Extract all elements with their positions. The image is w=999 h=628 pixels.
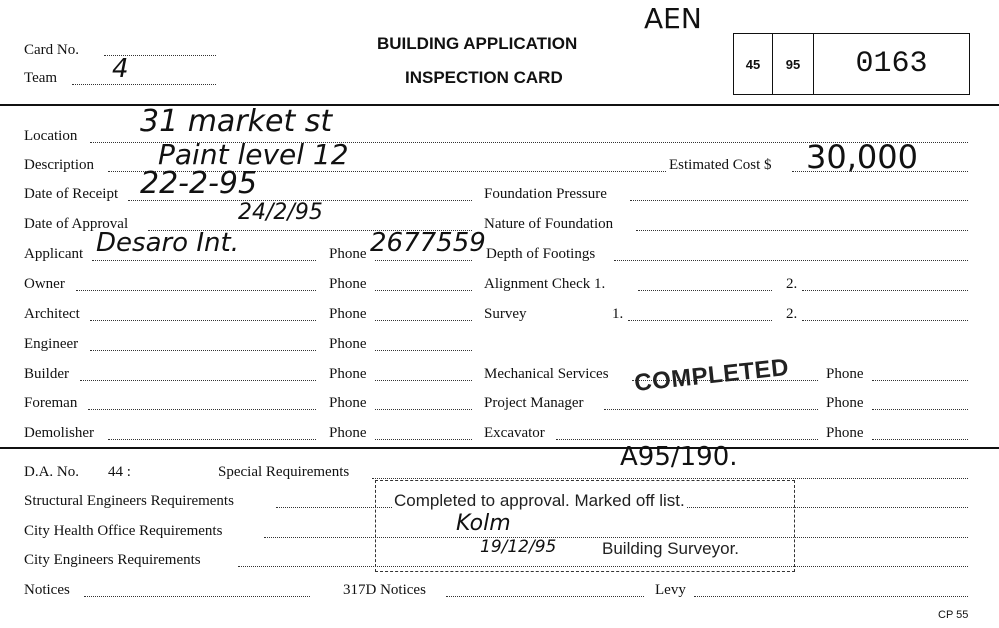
team-label: Team <box>24 70 58 86</box>
project-manager-line <box>604 409 818 410</box>
levy-line <box>694 596 968 597</box>
foreman-phone-label: Phone <box>329 395 367 411</box>
stamp-completed-text: Completed to approval. Marked off list. <box>394 491 685 510</box>
foreman-line <box>88 409 316 410</box>
date-of-receipt-value: 22-2-95 <box>140 166 258 201</box>
survey-label: Survey <box>484 306 527 322</box>
alignment-check-label: Alignment Check 1. <box>484 276 606 292</box>
architect-phone-label: Phone <box>329 306 367 322</box>
survey-num-1: 1. <box>612 306 624 322</box>
levy-label: Levy <box>655 582 686 598</box>
applicant-label: Applicant <box>24 246 84 262</box>
notices-317d-line <box>446 596 644 597</box>
mechanical-services-phone-line <box>872 380 968 381</box>
title-inspection-card: INSPECTION CARD <box>405 68 563 87</box>
demolisher-phone-label: Phone <box>329 425 367 441</box>
notices-line <box>84 596 310 597</box>
owner-line <box>76 290 316 291</box>
project-manager-phone-line <box>872 409 968 410</box>
excavator-label: Excavator <box>484 425 545 441</box>
id-box-b: 95 <box>773 34 814 94</box>
builder-label: Builder <box>24 366 69 382</box>
architect-phone-line <box>375 320 472 321</box>
engineer-phone-line <box>375 350 472 351</box>
notices-317d-label: 317D Notices <box>343 582 426 598</box>
description-label: Description <box>24 157 94 173</box>
location-value: 31 market st <box>140 104 333 139</box>
project-manager-label: Project Manager <box>484 395 584 411</box>
special-requirements-line <box>372 478 968 479</box>
excavator-line <box>556 439 818 440</box>
foundation-pressure-label: Foundation Pressure <box>484 186 607 202</box>
location-label: Location <box>24 128 78 144</box>
date-of-receipt-label: Date of Receipt <box>24 186 119 202</box>
structural-requirements-label: Structural Engineers Requirements <box>24 493 234 509</box>
nature-of-foundation-line <box>636 230 968 231</box>
survey-line-1 <box>628 320 772 321</box>
alignment-check-line-2 <box>802 290 968 291</box>
description-value: Paint level 12 <box>158 138 349 171</box>
depth-of-footings-line <box>614 260 968 261</box>
da-no-label: D.A. No. <box>24 464 79 480</box>
applicant-phone-value: 2677559 <box>370 228 486 258</box>
title-building-application: BUILDING APPLICATION <box>377 34 578 53</box>
builder-line <box>80 380 316 381</box>
applicant-phone-label: Phone <box>329 246 367 262</box>
builder-phone-label: Phone <box>329 366 367 382</box>
engineer-label: Engineer <box>24 336 79 352</box>
card-id-box <box>733 33 970 95</box>
engineer-phone-label: Phone <box>329 336 367 352</box>
mechanical-services-label: Mechanical Services <box>484 366 609 382</box>
foundation-pressure-line <box>630 200 968 201</box>
city-engineers-requirements-label: City Engineers Requirements <box>24 552 201 568</box>
foreman-label: Foreman <box>24 395 78 411</box>
owner-label: Owner <box>24 276 65 292</box>
date-of-approval-label: Date of Approval <box>24 216 129 232</box>
completed-stamp: COMPLETED <box>633 353 791 398</box>
estimated-cost-value: 30,000 <box>806 138 918 176</box>
notices-label: Notices <box>24 582 70 598</box>
id-box-a: 45 <box>734 34 773 94</box>
alignment-check-num-2: 2. <box>786 276 798 292</box>
card-no-label: Card No. <box>24 42 79 58</box>
alignment-check-line-1 <box>638 290 772 291</box>
date-of-approval-value: 24/2/95 <box>238 200 323 225</box>
demolisher-phone-line <box>375 439 472 440</box>
card-number: 0163 <box>855 47 928 81</box>
project-manager-phone-label: Phone <box>826 395 864 411</box>
team-line <box>72 84 216 85</box>
architect-line <box>90 320 316 321</box>
footer-code: CP 55 <box>938 609 969 621</box>
applicant-phone-line <box>375 260 472 261</box>
top-handwriting: AEN <box>644 2 702 35</box>
demolisher-label: Demolisher <box>24 425 94 441</box>
stamp-signature: Kolm <box>456 511 511 536</box>
owner-phone-label: Phone <box>329 276 367 292</box>
special-requirements-label: Special Requirements <box>218 464 350 480</box>
builder-phone-line <box>375 380 472 381</box>
applicant-value: Desaro Int. <box>96 228 239 258</box>
stamp-date: 19/12/95 <box>480 537 557 557</box>
depth-of-footings-label: Depth of Footings <box>486 246 596 262</box>
divider-bottom <box>0 447 999 449</box>
applicant-line <box>92 260 316 261</box>
survey-num-2: 2. <box>786 306 798 322</box>
nature-of-foundation-label: Nature of Foundation <box>484 216 614 232</box>
owner-phone-line <box>375 290 472 291</box>
team-value: 4 <box>112 54 129 84</box>
da-no-value: 44 : <box>108 464 131 480</box>
completion-stamp-box <box>375 480 795 572</box>
ref-handwriting: A95/190. <box>620 442 738 472</box>
excavator-phone-label: Phone <box>826 425 864 441</box>
survey-line-2 <box>802 320 968 321</box>
demolisher-line <box>108 439 316 440</box>
excavator-phone-line <box>872 439 968 440</box>
architect-label: Architect <box>24 306 80 322</box>
mechanical-services-phone-label: Phone <box>826 366 864 382</box>
health-requirements-label: City Health Office Requirements <box>24 523 223 539</box>
stamp-building-surveyor: Building Surveyor. <box>602 539 740 558</box>
foreman-phone-line <box>375 409 472 410</box>
engineer-line <box>90 350 316 351</box>
estimated-cost-label: Estimated Cost $ <box>669 157 772 173</box>
